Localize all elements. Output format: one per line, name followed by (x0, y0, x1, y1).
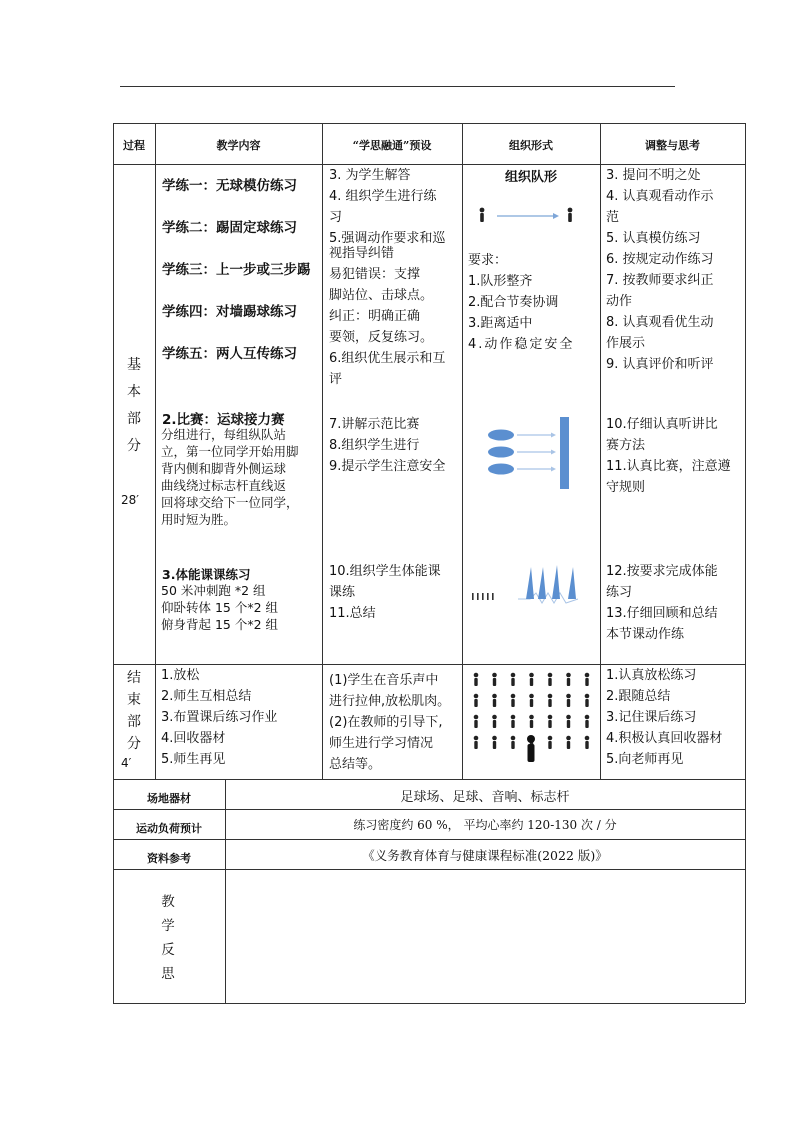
student-icon (566, 694, 571, 707)
student-icon (474, 694, 479, 707)
table-border-bottom (113, 1003, 745, 1004)
student-icon (492, 673, 497, 686)
teaching-reflection-label: 教 学 反 思 (161, 894, 175, 982)
drill-item: 学练二：踢固定球练习 (162, 220, 297, 236)
runner-dots (472, 593, 494, 600)
load-label: 运动负荷预计 (136, 822, 202, 835)
load-value: 练习密度约 60 %， 平均心率约 120-130 次 / 分 (353, 818, 617, 832)
preset-list-3: 10.组织学生体能课 课练 11.总结 (329, 564, 441, 621)
adjust-list-1: 3. 提问不明之处 4. 认真观看动作示 范 5. 认真模仿练习 6. 按规定动作练习 7. 按教师要求纠正 动作 8. 认真观看优生动 作展示 9. 认真评价和听评 (606, 168, 714, 372)
cone (538, 567, 546, 599)
venue-value: 足球场、足球、音响、标志杆 (400, 790, 570, 805)
top-rule (120, 86, 675, 87)
student-icon (474, 736, 479, 749)
header-process: 过程 (123, 139, 145, 152)
header-adjust: 调整与思考 (645, 139, 700, 152)
student-icon (548, 736, 553, 749)
ending-section-time: 4′ (121, 756, 132, 770)
student-icon (474, 673, 479, 686)
cone (552, 565, 560, 599)
student-icon (511, 694, 516, 707)
basic-section-time: 28′ (121, 493, 139, 507)
drill-list (162, 176, 311, 386)
row-divider (113, 839, 745, 840)
drill-item: 学练三：上一步或三步踢 (162, 262, 311, 278)
student-icon (585, 673, 590, 686)
col-divider (155, 123, 156, 779)
formation-diagram-1 (475, 205, 585, 227)
fitness-items: 50 米冲刺跑 *2 组 仰卧转体 15 个*2 组 俯身背起 15 个*2 组 (161, 583, 279, 632)
student-icon (566, 736, 571, 749)
arrow-head (553, 213, 559, 219)
student-icon (585, 715, 590, 728)
venue-label: 场地器材 (147, 792, 191, 805)
student-icon (511, 715, 516, 728)
ending-formation-diagram (470, 670, 595, 770)
student-icon (529, 673, 534, 686)
sprint-diagram (470, 563, 590, 613)
group-ellipse (488, 447, 514, 458)
reference-value: 《义务教育体育与健康课程标准(2022 版)》 (362, 848, 608, 863)
student-icon (548, 694, 553, 707)
preset-list-2: 7.讲解示范比赛 8.组织学生进行 9.提示学生注意安全 (329, 417, 446, 474)
group-ellipse (488, 430, 514, 441)
group-ellipse (488, 464, 514, 475)
cone (568, 567, 576, 599)
student-icon (492, 694, 497, 707)
student-icon (492, 736, 497, 749)
col-divider (462, 123, 463, 779)
basic-section-label: 基 本 部 分 (127, 357, 141, 454)
row-divider (113, 779, 745, 780)
teaching-reflection-area[interactable] (226, 870, 744, 1002)
drill-item: 学练四：对墙踢球练习 (162, 304, 297, 320)
person-icon (480, 208, 485, 222)
student-icon (548, 715, 553, 728)
table-border-top (113, 123, 745, 124)
org-title: 组织队形 (504, 170, 557, 185)
drill-item: 学练五：两人互传练习 (162, 346, 297, 362)
student-icon (566, 673, 571, 686)
header-content: 教学内容 (216, 139, 261, 152)
student-icon (511, 673, 516, 686)
table-border-left (113, 123, 114, 1003)
ending-preset: (1)学生在音乐声中 进行拉伸,放松肌肉。 (2)在教师的引导下, 师生进行学习情况 总结等。 (329, 673, 451, 772)
cone (526, 567, 534, 599)
row-divider (113, 809, 745, 810)
header-preset: “学思融通”预设 (352, 139, 432, 152)
person-icon (568, 208, 573, 222)
fitness-title: 3.体能课课练习 (162, 567, 251, 582)
ending-section-label: 结 束 部 分 (127, 670, 141, 752)
match-title: 2.比赛：运球接力赛 (162, 412, 285, 428)
relay-diagram (485, 415, 575, 490)
student-icon (585, 736, 590, 749)
student-icon (474, 715, 479, 728)
preset-list-1: 3. 为学生解答 4. 组织学生进行练 习 5.强调动作要求和巡 视指导纠错 易犯错误：支撑 脚站位、击球点。 纠正：明确正确 要领，反复练习。 6.组织优生展示和互 评 (329, 168, 446, 387)
ending-adjust: 1.认真放松练习 2.跟随总结 3.记住课后练习 4.积极认真回收器材 5.向老师再见 (606, 668, 723, 767)
table-border-right (745, 123, 746, 1003)
student-icon (548, 673, 553, 686)
marker-pole (560, 417, 569, 489)
col-divider (322, 123, 323, 779)
reference-label: 资料参考 (147, 852, 191, 865)
match-description: 分组进行，每组纵队站 立，第一位同学开始用脚 背内侧和脚背外侧运球 曲线绕过标志杆直线返 回将球交给下一位同学， 用时短为胜。 (161, 427, 299, 527)
col-divider (600, 123, 601, 779)
adjust-list-3: 12.按要求完成体能 练习 13.仔细回顾和总结 本节课动作练 (606, 564, 718, 642)
teacher-icon (527, 735, 535, 762)
student-icon (585, 694, 590, 707)
student-icon (529, 715, 534, 728)
student-icon (529, 694, 534, 707)
adjust-list-2: 10.仔细认真听讲比 赛方法 11.认真比赛，注意遵 守规则 (606, 417, 731, 495)
student-icon (492, 715, 497, 728)
header-organization: 组织形式 (509, 139, 553, 152)
student-icon (511, 736, 516, 749)
student-icon (566, 715, 571, 728)
org-requirements: 要求： 1.队形整齐 2.配合节奏协调 3.距离适中 4.动作稳定安全 (468, 253, 575, 352)
drill-item: 学练一：无球模仿练习 (162, 178, 297, 194)
ending-content: 1.放松 2.师生互相总结 3.布置课后练习作业 4.回收器材 5.师生再见 (161, 668, 278, 767)
